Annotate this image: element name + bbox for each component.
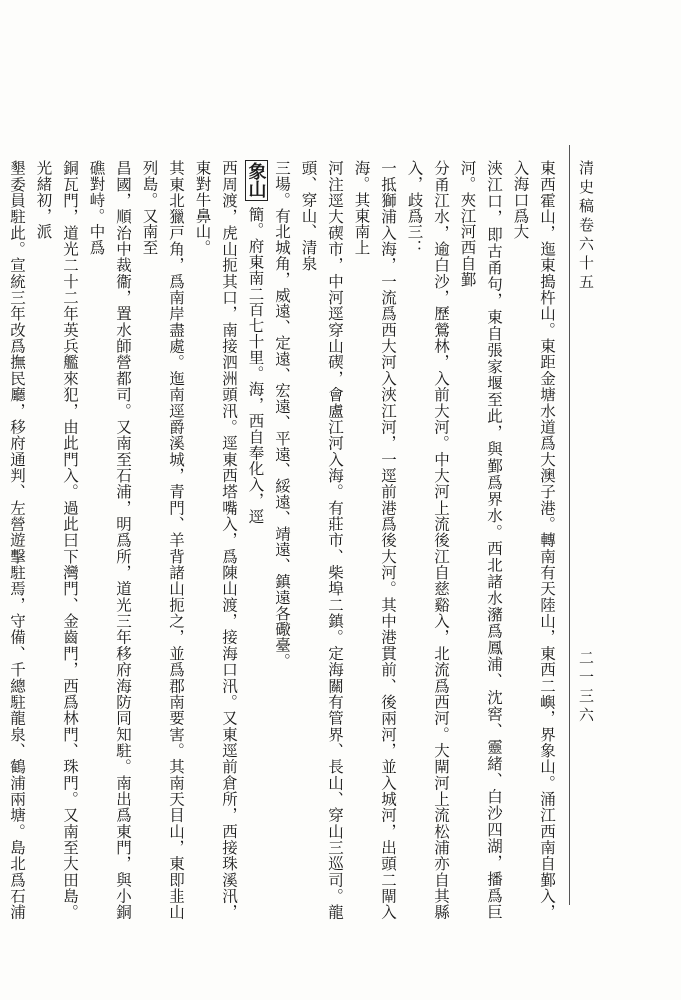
column-text: 其東北獵戸角，爲南岸盡處。迤南逕爵溪城，青門、羊背諸山扼之，並爲郡南要害。其南天目山，東即韭山列島。又南至 (140, 160, 185, 920)
column-text: 三場。有北城角，威遠、定遠、宏遠、平遠、綏遠、靖遠、鎮遠各礮臺。 (273, 160, 291, 669)
column-text: 河注逕大碶市，中河逕穿山碶，會盧江河入海。有莊市、柴埠二鎮。定海關有管界、長山、穿山三巡司。龍頭、穿山、清泉 (299, 160, 344, 920)
text-column (269, 160, 296, 920)
column-text: 一抵獅浦入海，一流爲西大河入浹江河，一逕前港爲後大河。其中港貫前、後兩河，並入城河，出頭二閘入海。其東南上 (352, 160, 397, 920)
text-column (83, 160, 136, 920)
column-text: 西周渡，虎山扼其口，南接泗洲頭汛。逕東西塔嘴入，爲陳山渡，接海口汛。又東逕前倉所，西接珠溪汛，東對牛鼻山。 (193, 160, 238, 920)
column-text: 墾委員駐此。宣統三年改爲撫民廳，移府通判、左營遊擊駐焉，守備、千總駐龍泉、鶴浦兩塘。島北爲石浦 (8, 160, 26, 920)
text-column (0, 160, 30, 920)
header-divider-rule (569, 145, 570, 905)
body-text (8, 160, 560, 920)
column-text: 銅瓦門，道光二十二年英兵艦來犯，由此門入。過此曰下灣門、金齒門，西爲林門、珠門。又南至大田島。光緒初，派 (34, 160, 79, 920)
column-text: 分甬江水，逾白沙，歷鶯林，入前大河。中大河上流後江自慈谿入，北流爲西河。大閘河上流松浦亦自其縣入，歧爲三： (405, 160, 450, 920)
text-column (295, 160, 348, 920)
text-column (242, 160, 269, 920)
text-column (454, 160, 507, 920)
text-column (189, 160, 242, 920)
text-column (507, 160, 560, 920)
text-column (30, 160, 83, 920)
running-head-book-title: 清史稿卷六十五 (577, 160, 595, 293)
text-column (136, 160, 189, 920)
county-entry-heading: 象山 (245, 162, 267, 199)
column-text: 昌國，順治中裁衞，置水師營都司。又南至石浦，明爲所，道光三年移府海防同知駐。南出爲東門，與小銅礁對峙。中爲 (87, 160, 132, 920)
column-text: 浹江口，即古甬句，東自張家堰至此，與鄞爲界水。西北諸水瀦爲鳳浦、沈窖、靈緒、白沙四湖，播爲巨河。夾江河西自鄞 (458, 160, 503, 920)
column-text: 簡。府東南二百七十里。海，西自奉化入，逕 (246, 206, 265, 525)
column-text: 東西霍山，迤東搗杵山。東距金塘水道爲大澳子港。轉南有天陸山，東西二嶼，界象山。涌江西南自鄞入，入海口爲大 (511, 160, 556, 920)
text-column (401, 160, 454, 920)
running-head-page-number: 二一三六 (577, 650, 595, 726)
text-column (348, 160, 401, 920)
